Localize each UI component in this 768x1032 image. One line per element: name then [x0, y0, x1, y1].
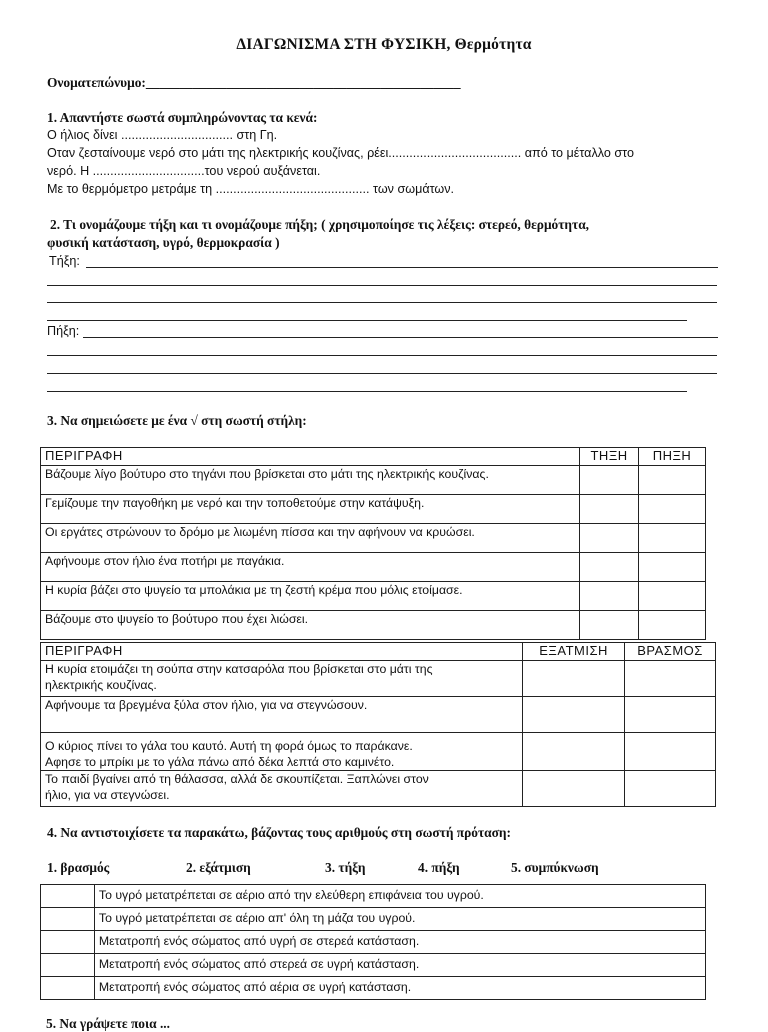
boiling-checkbox-cell[interactable] [625, 661, 716, 697]
evaporation-checkbox-cell[interactable] [523, 733, 625, 771]
melting-checkbox-cell[interactable] [580, 582, 639, 611]
boiling-checkbox-cell[interactable] [625, 697, 716, 733]
q5-heading-fragment: 5. Να γράψετε ποια ... [46, 1016, 171, 1031]
melting-answer-line-2[interactable] [47, 285, 717, 286]
table-header-description: ΠΕΡΙΓΡΑΦΗ [41, 448, 580, 466]
freezing-checkbox-cell[interactable] [639, 495, 706, 524]
match-number-cell[interactable] [41, 954, 95, 977]
melting-checkbox-cell[interactable] [580, 611, 639, 640]
table-row-description: Ο κύριος πίνει το γάλα του καυτό. Αυτή τη φορά όμως το παράκανε. Αφησε το μπρίκι με το γάλα πάνω από δέκα λεπτά στο καμινέτο. [41, 733, 523, 771]
evaporation-checkbox-cell[interactable] [523, 771, 625, 807]
table-row-description: Το παιδί βγαίνει από τη θάλασσα, αλλά δε σκουπίζεται. Ξαπλώνει στον ήλιο, για να στεγνώσει. [41, 771, 523, 807]
evaporation-boiling-table [40, 642, 716, 807]
table-row-description: Βάζουμε λίγο βούτυρο στο τηγάνι που βρίσκεται στο μάτι της ηλεκτρικής κουζίνας. [41, 466, 580, 495]
table-header-melting: ΤΗΞΗ [580, 448, 639, 466]
term-boiling: 1. βρασμός [47, 860, 110, 875]
melting-checkbox-cell[interactable] [580, 524, 639, 553]
q3-heading: 3. Να σημειώσετε με ένα √ στη σωστή στήλη: [47, 413, 307, 428]
q1-heading: 1. Απαντήστε σωστά συμπληρώνοντας τα κενά: [47, 110, 318, 125]
melting-answer-line-1[interactable] [86, 267, 718, 268]
boiling-checkbox-cell[interactable] [625, 733, 716, 771]
freezing-answer-line-4[interactable] [47, 391, 687, 392]
freezing-checkbox-cell[interactable] [639, 524, 706, 553]
table-header-description: ΠΕΡΙΓΡΑΦΗ [41, 643, 523, 661]
melting-freezing-table [40, 447, 706, 640]
term-melting: 3. τήξη [325, 860, 366, 875]
match-number-cell[interactable] [41, 931, 95, 954]
match-statement: Το υγρό μετατρέπεται σε αέριο από την ελεύθερη επιφάνεια του υγρού. [94, 885, 705, 908]
table-row-description: Οι εργάτες στρώνουν το δρόμο με λιωμένη πίσσα και την αφήνουν να κρυώσει. [41, 524, 580, 553]
table-header-freezing: ΠΗΞΗ [639, 448, 706, 466]
table-row-description: Αφήνουμε στον ήλιο ένα ποτήρι με παγάκια. [41, 553, 580, 582]
table-row-description: Η κυρία ετοιμάζει τη σούπα στην κατσαρόλα που βρίσκεται στο μάτι της ηλεκτρικής κουζίνας. [41, 661, 523, 697]
name-field-label: Ονοματεπώνυμο:_______________________________________________ [47, 75, 461, 90]
term-evaporation: 2. εξάτμιση [186, 860, 251, 875]
freezing-answer-line-3[interactable] [47, 373, 717, 374]
melting-answer-line-4[interactable] [47, 320, 687, 321]
match-number-cell[interactable] [41, 908, 95, 931]
match-statement: Μετατροπή ενός σώματος από αέρια σε υγρή κατάσταση. [94, 977, 705, 1000]
term-freezing: 4. πήξη [418, 860, 460, 875]
evaporation-checkbox-cell[interactable] [523, 661, 625, 697]
melting-checkbox-cell[interactable] [580, 466, 639, 495]
melting-checkbox-cell[interactable] [580, 495, 639, 524]
q2-heading-line-1: 2. Τι ονομάζουμε τήξη και τι ονομάζουμε πήξη; ( χρησιμοποίησε τις λέξεις: στερεό, θερμότητα, [50, 217, 590, 232]
match-statement: Το υγρό μετατρέπεται σε αέριο απ' όλη τη μάζα του υγρού. [94, 908, 705, 931]
table-header-evaporation: ΕΞΑΤΜΙΣΗ [523, 643, 625, 661]
table-header-boiling: ΒΡΑΣΜΟΣ [625, 643, 716, 661]
freezing-checkbox-cell[interactable] [639, 553, 706, 582]
freezing-checkbox-cell[interactable] [639, 466, 706, 495]
table-row-description: Αφήνουμε τα βρεγμένα ξύλα στον ήλιο, για να στεγνώσουν. [41, 697, 523, 733]
boiling-checkbox-cell[interactable] [625, 771, 716, 807]
matching-table [40, 884, 706, 1000]
melting-label: Τήξη: [49, 254, 80, 268]
table-row-description: Η κυρία βάζει στο ψυγείο τα μπολάκια με τη ζεστή κρέμα που μόλις ετοίμασε. [41, 582, 580, 611]
q1-line-3: νερό. Η ................................του νερού αυξάνεται. [47, 164, 321, 178]
match-number-cell[interactable] [41, 885, 95, 908]
q4-heading: 4. Να αντιστοιχίσετε τα παρακάτω, βάζοντας τους αριθμούς στη σωστή πρόταση: [47, 825, 511, 840]
page-title: ΔΙΑΓΩΝΙΣΜΑ ΣΤΗ ΦΥΣΙΚΗ, Θερμότητα [236, 36, 532, 53]
freezing-answer-line-2[interactable] [47, 355, 717, 356]
table-row-description: Γεμίζουμε την παγοθήκη με νερό και την τοποθετούμε στην κατάψυξη. [41, 495, 580, 524]
q1-line-4: Με το θερμόμετρο μετράμε τη ............................................ των σωμάτων. [47, 182, 455, 196]
q2-heading-line-2: φυσική κατάσταση, υγρό, θερμοκρασία ) [47, 235, 280, 250]
freezing-label: Πήξη: [47, 324, 80, 338]
match-statement: Μετατροπή ενός σώματος από υγρή σε στερεά κατάσταση. [94, 931, 705, 954]
q1-line-1: Ο ήλιος δίνει ................................ στη Γη. [47, 128, 278, 142]
freezing-checkbox-cell[interactable] [639, 582, 706, 611]
table-row-description: Βάζουμε στο ψυγείο το βούτυρο που έχει λιώσει. [41, 611, 580, 640]
q1-line-2: Οταν ζεσταίνουμε νερό στο μάτι της ηλεκτρικής κουζίνας, ρέει...................................... από το μέταλλο στο [47, 146, 634, 160]
melting-checkbox-cell[interactable] [580, 553, 639, 582]
match-statement: Μετατροπή ενός σώματος από στερεά σε υγρή κατάσταση. [94, 954, 705, 977]
term-condensation: 5. συμπύκνωση [511, 860, 599, 875]
freezing-answer-line-1[interactable] [83, 337, 718, 338]
evaporation-checkbox-cell[interactable] [523, 697, 625, 733]
match-number-cell[interactable] [41, 977, 95, 1000]
melting-answer-line-3[interactable] [47, 302, 717, 303]
freezing-checkbox-cell[interactable] [639, 611, 706, 640]
